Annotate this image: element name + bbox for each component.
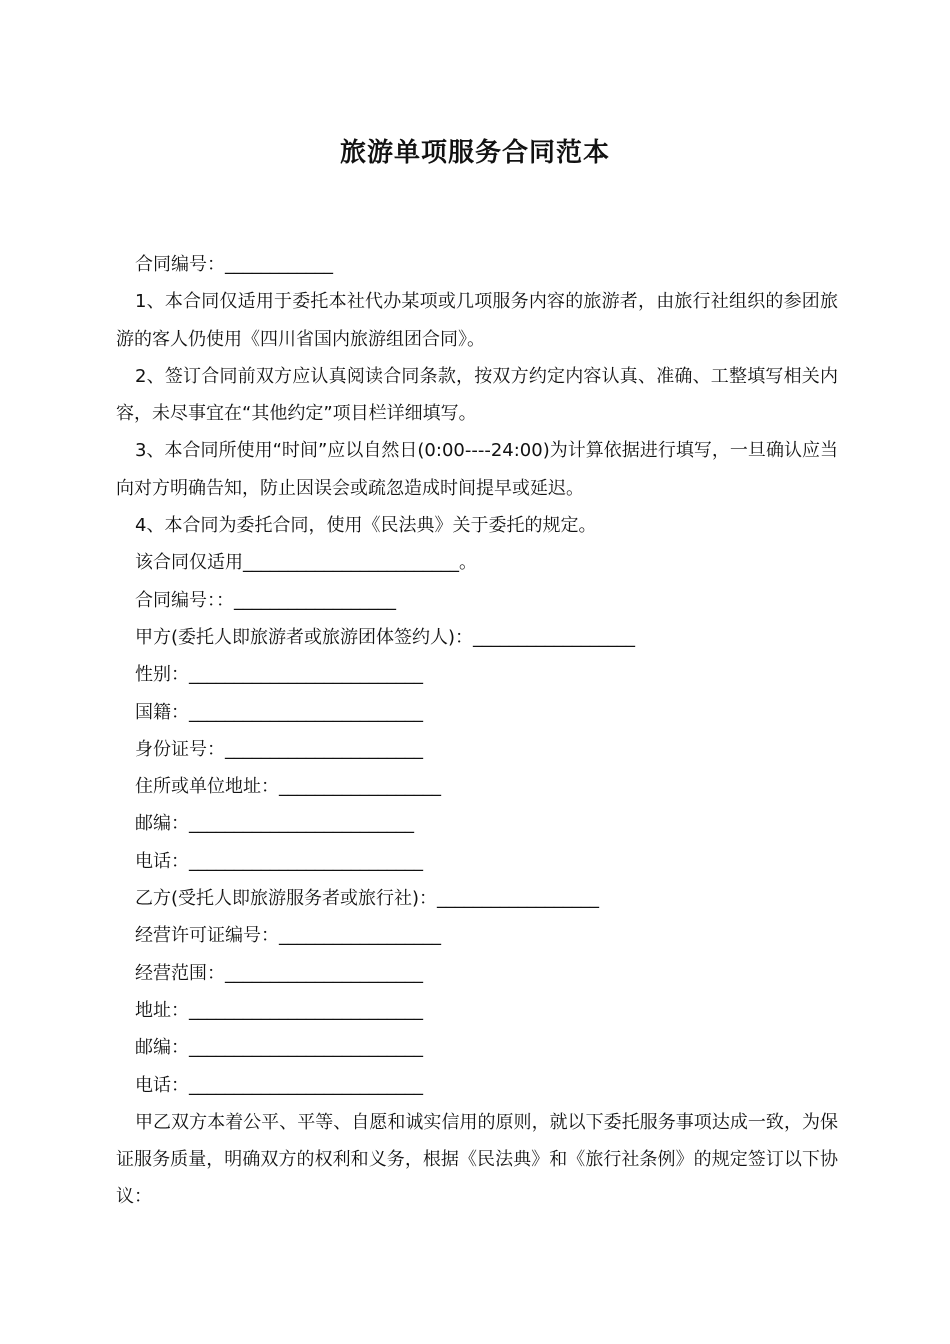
party-a-phone-line: 电话：__________________________ bbox=[135, 850, 423, 872]
party-a-address-line: 住所或单位地址：__________________ bbox=[135, 776, 441, 798]
applies-to-line: 该合同仅适用________________________。 bbox=[135, 552, 477, 574]
party-a-line: 甲方(委托人即旅游者或旅游团体签约人)：__________________ bbox=[135, 626, 636, 648]
party-a-gender-line: 性别：__________________________ bbox=[135, 664, 423, 686]
party-b-license-line: 经营许可证编号：__________________ bbox=[135, 925, 441, 947]
contract-number-line: 合同编号：：__________________ bbox=[135, 589, 396, 611]
clause-4-line: 4、本合同为委托合同，使用《民法典》关于委托的规定。 bbox=[135, 515, 597, 537]
party-a-id-line: 身份证号：______________________ bbox=[135, 738, 423, 760]
clause-1-paragraph: 1、本合同仅适用于委托本社代办某项或几项服务内容的旅游者，由旅行社组织的参团旅游的客人仍使用《四川省国内旅游组团合同》。 bbox=[116, 291, 838, 350]
document-body bbox=[116, 246, 838, 1216]
clause-3-paragraph: 3、本合同所使用“时间”应以自然日(0:00----24:00)为计算依据进行填写，一旦确认应当向对方明确告知，防止因误会或疏忽造成时间提早或延迟。 bbox=[116, 440, 838, 499]
party-b-address-line: 地址：__________________________ bbox=[135, 999, 423, 1021]
party-a-nationality-line: 国籍：__________________________ bbox=[135, 701, 423, 723]
document-title: 旅游单项服务合同范本 bbox=[339, 138, 610, 168]
party-b-phone-line: 电话：__________________________ bbox=[135, 1074, 423, 1096]
party-b-scope-line: 经营范围：______________________ bbox=[135, 962, 423, 984]
party-b-postcode-line: 邮编：__________________________ bbox=[135, 1037, 423, 1059]
agreement-intro-paragraph: 甲乙双方本着公平、平等、自愿和诚实信用的原则，就以下委托服务事项达成一致，为保证服务质量，明确双方的权利和义务，根据《民法典》和《旅行社条例》的规定签订以下协议： bbox=[116, 1111, 838, 1208]
party-b-line: 乙方(受托人即旅游服务者或旅行社)：__________________ bbox=[135, 888, 600, 910]
party-a-postcode-line: 邮编：_________________________ bbox=[135, 813, 414, 835]
clause-2-paragraph: 2、签订合同前双方应认真阅读合同条款，按双方约定内容认真、准确、工整填写相关内容，未尽事宜在“其他约定”项目栏详细填写。 bbox=[116, 365, 838, 425]
contract-number-top-line: 合同编号：____________ bbox=[135, 254, 333, 275]
